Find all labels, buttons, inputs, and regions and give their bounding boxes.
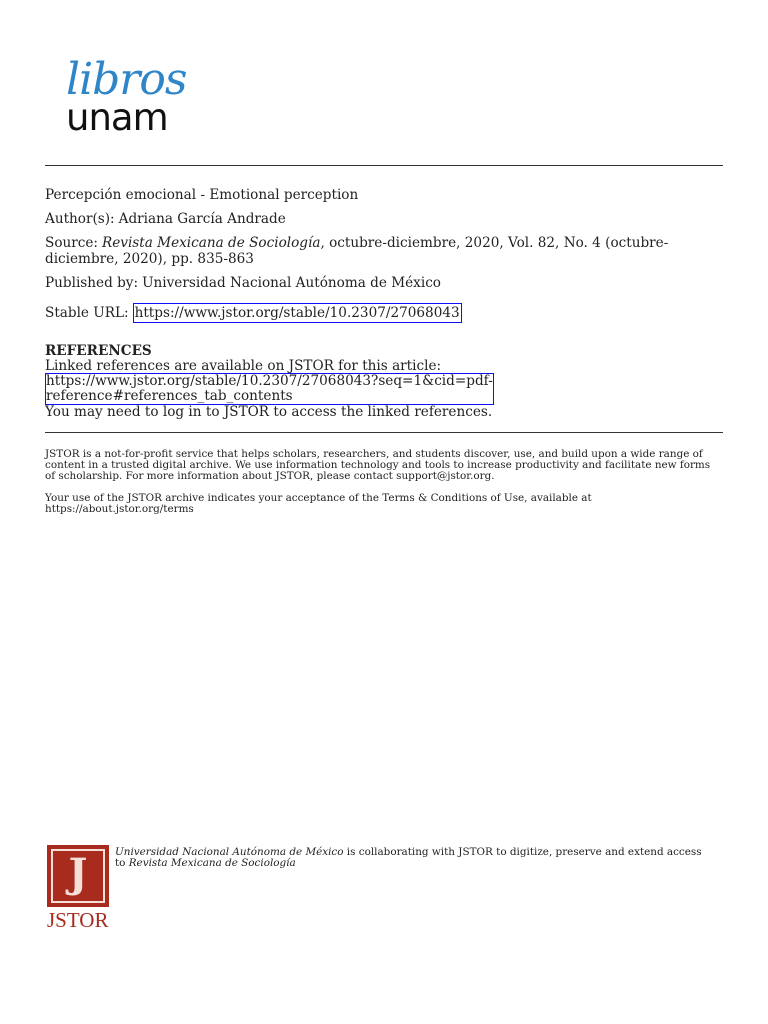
publisher-label: Published by:: [45, 275, 139, 291]
references-link[interactable]: [45, 373, 494, 405]
collab-journal: Revista Mexicana de Sociología: [128, 857, 296, 870]
collaboration-note: [115, 847, 715, 869]
authors-label: Author(s):: [45, 211, 115, 227]
references-link-line2: reference#references_tab_contents: [46, 388, 293, 404]
stable-url-link[interactable]: https://www.jstor.org/stable/10.2307/27068043: [134, 305, 460, 321]
libros-unam-logo: [66, 54, 216, 139]
jstor-emblem-icon: [47, 845, 109, 907]
collab-institution: Universidad Nacional Autónoma de México: [115, 846, 344, 858]
stable-url-line: [45, 305, 715, 321]
stable-url-label: Stable URL:: [45, 305, 129, 321]
references-heading: REFERENCES: [45, 343, 152, 359]
logo-bottom-text: unam: [66, 96, 168, 139]
authors-value: Adriana García Andrade: [118, 211, 286, 227]
references-link-line1: https://www.jstor.org/stable/10.2307/27068043?seq=1&cid=pdf-: [46, 373, 493, 389]
logo-top-text: libros: [66, 54, 187, 105]
source-journal: Revista Mexicana de Sociología: [102, 235, 321, 251]
source-details: , octubre-diciembre, 2020, Vol. 82, No. 4 (octubre-diciembre, 2020), pp. 835-863: [45, 235, 669, 267]
top-divider: [45, 165, 723, 166]
jstor-wordmark: JSTOR: [47, 908, 109, 932]
references-intro: Linked references are available on JSTOR for this article:: [45, 357, 442, 374]
article-title: Percepción emocional - Emotional perception: [45, 187, 359, 203]
authors-line: [45, 211, 715, 227]
jstor-emblem-glyph: J: [68, 850, 88, 897]
jstor-about-text: JSTOR is a not-for-profit service that helps scholars, researchers, and students discover, use, and build upon a wide range of content in a trusted digital archive. We use information technology and tools to increase productivity and facilitate new forms of scholarship. For more information about JSTOR, please contact support@jstor.org.: [45, 448, 711, 483]
collab-middle-text: is collaborating with JSTOR to digitize, preserve and extend access to: [115, 846, 702, 870]
terms-text: Your use of the JSTOR archive indicates your acceptance of the Terms & Conditions of Use, available at https://about.jstor.org/terms: [45, 492, 592, 516]
source-line: [45, 235, 715, 267]
middle-divider: [45, 432, 723, 433]
publisher-value: Universidad Nacional Autónoma de México: [142, 275, 441, 291]
references-login-note: You may need to log in to JSTOR to access the linked references.: [45, 404, 493, 420]
references-section: [45, 344, 715, 420]
publisher-line: [45, 275, 715, 291]
jstor-logo: [47, 845, 113, 931]
source-label: Source:: [45, 235, 98, 251]
